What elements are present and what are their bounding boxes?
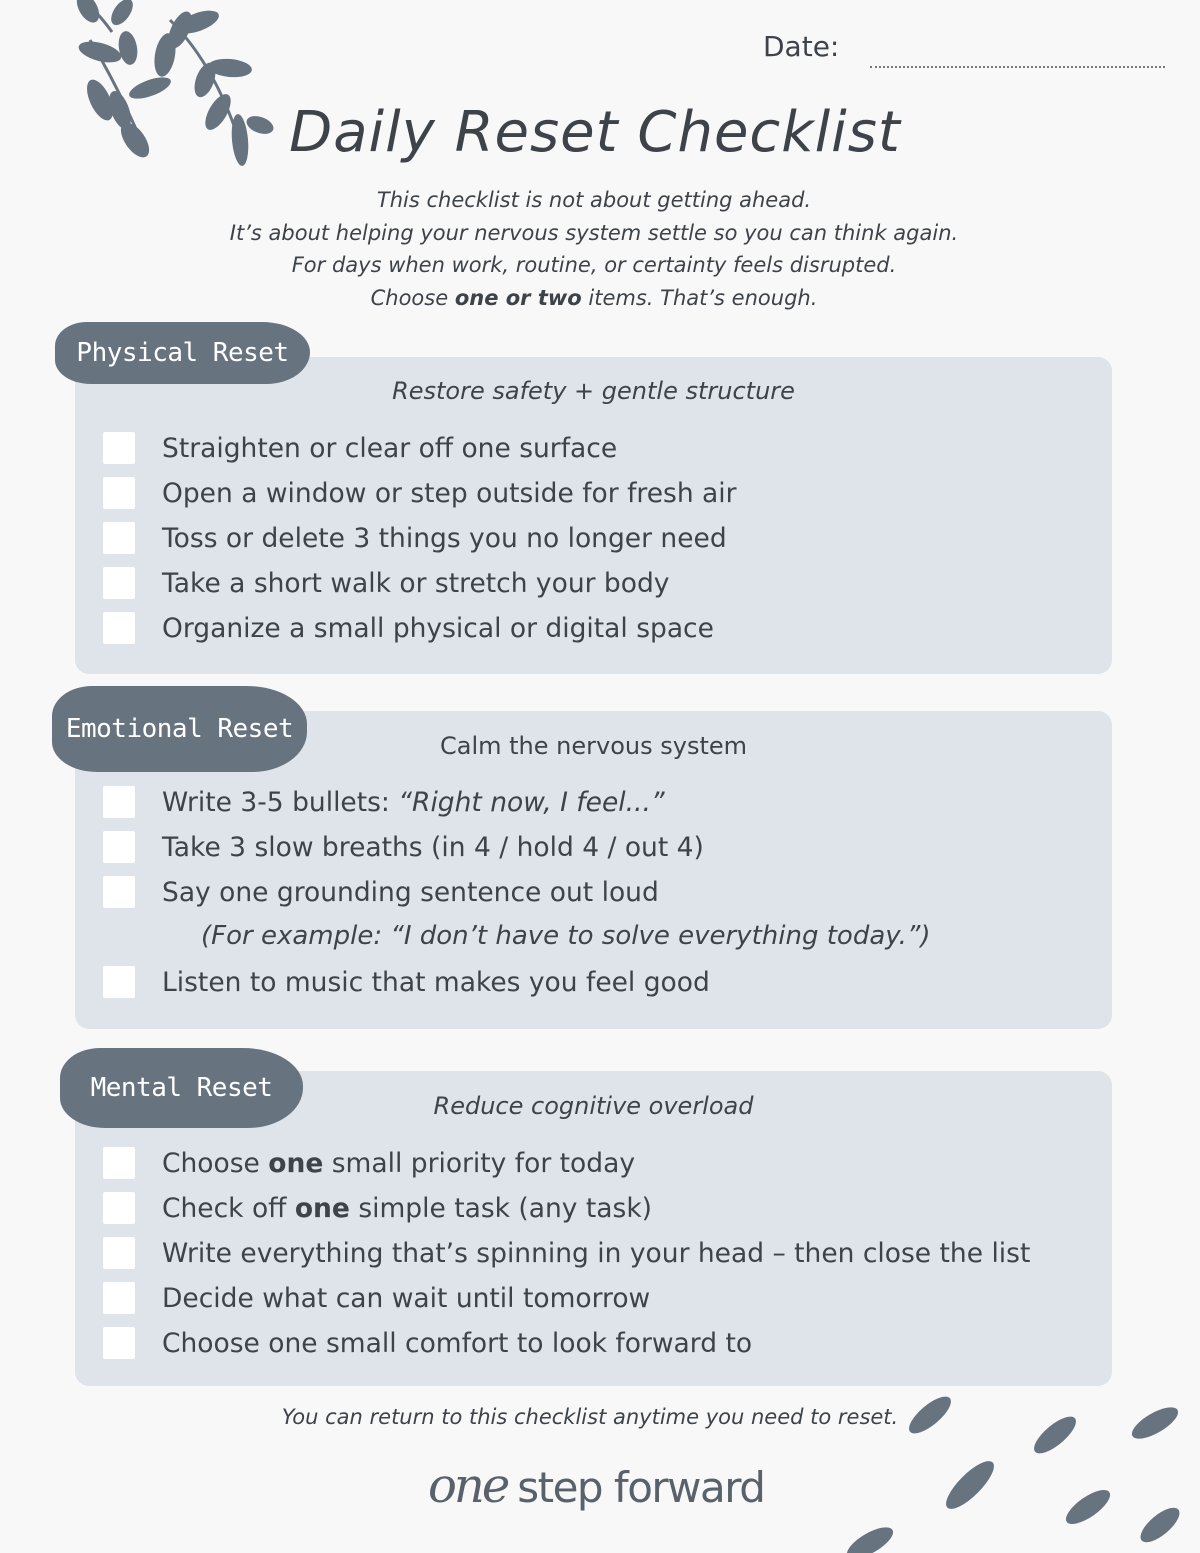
brand-logo: one step forward bbox=[428, 1458, 765, 1514]
checklist-item[interactable]: Choose one small comfort to look forward to bbox=[103, 1326, 752, 1360]
section-subtitle: Reduce cognitive overload bbox=[433, 1092, 754, 1120]
checklist-item[interactable]: Straighten or clear off one surface bbox=[103, 431, 617, 465]
section-subtitle: Restore safety + gentle structure bbox=[392, 377, 795, 405]
checkbox-icon[interactable] bbox=[103, 966, 135, 998]
section-subtitle: Calm the nervous system bbox=[440, 732, 747, 760]
checklist-item[interactable]: Say one grounding sentence out loud bbox=[103, 875, 659, 909]
checklist-item[interactable]: Organize a small physical or digital space bbox=[103, 611, 714, 645]
checkbox-icon[interactable] bbox=[103, 876, 135, 908]
intro-line: It’s about helping your nervous system settle so you can think again. bbox=[229, 220, 959, 245]
footprints-icon bbox=[830, 1385, 1200, 1553]
footer-note: You can return to this checklist anytime you need to reset. bbox=[281, 1405, 899, 1429]
checklist-item[interactable]: Open a window or step outside for fresh air bbox=[103, 476, 737, 510]
checklist-item[interactable]: Listen to music that makes you feel good bbox=[103, 965, 710, 999]
checkbox-icon[interactable] bbox=[103, 522, 135, 554]
checklist-item[interactable]: Choose one small priority for today bbox=[103, 1146, 635, 1180]
mental-reset-tag: Mental Reset bbox=[60, 1048, 303, 1128]
checkbox-icon[interactable] bbox=[103, 1237, 135, 1269]
checklist-item[interactable]: Toss or delete 3 things you no longer need bbox=[103, 521, 727, 555]
checklist-item[interactable]: Write 3-5 bullets: “Right now, I feel...” bbox=[103, 785, 665, 819]
intro-line: For days when work, routine, or certainty feels disrupted. bbox=[291, 253, 897, 277]
intro-line: Choose one or two items. That’s enough. bbox=[370, 285, 818, 310]
physical-reset-tag: Physical Reset bbox=[55, 322, 310, 384]
checkbox-icon[interactable] bbox=[103, 567, 135, 599]
intro-text bbox=[0, 184, 1188, 314]
checklist-item[interactable]: Take a short walk or stretch your body bbox=[103, 566, 669, 600]
date-label: Date: bbox=[763, 30, 840, 63]
date-field-line[interactable] bbox=[870, 66, 1165, 68]
checkbox-icon[interactable] bbox=[103, 1192, 135, 1224]
checkbox-icon[interactable] bbox=[103, 612, 135, 644]
checklist-item[interactable]: Write everything that’s spinning in your head – then close the list bbox=[103, 1236, 1030, 1270]
checkbox-icon[interactable] bbox=[103, 831, 135, 863]
example-note: (For example: “I don’t have to solve everything today.”) bbox=[201, 921, 931, 951]
emotional-reset-tag: Emotional Reset bbox=[52, 686, 307, 772]
checkbox-icon[interactable] bbox=[103, 786, 135, 818]
page-title: Daily Reset Checklist bbox=[289, 100, 901, 165]
checkbox-icon[interactable] bbox=[103, 1327, 135, 1359]
checklist-item[interactable]: Check off one simple task (any task) bbox=[103, 1191, 652, 1225]
checkbox-icon[interactable] bbox=[103, 1147, 135, 1179]
intro-line: This checklist is not about getting ahead. bbox=[376, 188, 812, 212]
physical-reset-panel bbox=[75, 357, 1112, 674]
checklist-item[interactable]: Take 3 slow breaths (in 4 / hold 4 / out 4) bbox=[103, 830, 704, 864]
checkbox-icon[interactable] bbox=[103, 432, 135, 464]
checklist-item[interactable]: Decide what can wait until tomorrow bbox=[103, 1281, 650, 1315]
checkbox-icon[interactable] bbox=[103, 1282, 135, 1314]
checkbox-icon[interactable] bbox=[103, 477, 135, 509]
